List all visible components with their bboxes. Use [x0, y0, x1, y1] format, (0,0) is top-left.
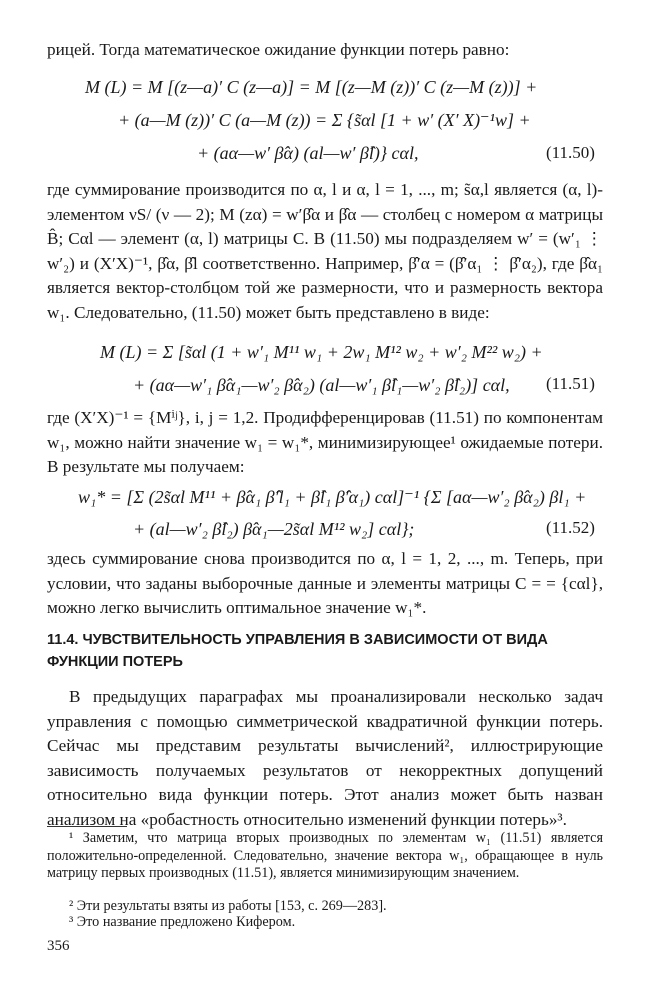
equation-11-50-line-3: + (aα—w′ β̂α) (al—w′ β̂l)} cαl,: [197, 143, 419, 163]
equation-11-52-line-1: w₁* = [Σ (2s̃αl M¹¹ + β̂α₁ β̂′l₁ + β̂l₁ β̂′α₁) cαl]⁻¹ {Σ [aα—w′₂ β̂α₂) βl₁ +: [78, 487, 587, 507]
equation-11-50-line-1: M (L) = M [(z—a)′ C (z—a)] = M [(z—M (z))′ C (z—M (z))] +: [85, 77, 538, 97]
equation-number-11-50: (11.50): [546, 143, 595, 162]
paragraph-section-intro: В предыдущих параграфах мы проанализировали несколько задач управления с помощью симметрической квадратичной функции потерь. Сейчас мы представим результаты вычислений², иллюстрирующие зависимость получаемых результатов от некорректных допущений относительно вида функции потерь. Этот анализ может быть назван анализом на «робастность относительно изменений функции потерь»³.: [47, 687, 603, 829]
section-heading-11-4: 11.4. ЧУВСТВИТЕЛЬНОСТЬ УПРАВЛЕНИЯ В ЗАВИСИМОСТИ ОТ ВИДА ФУНКЦИИ ПОТЕРЬ: [47, 632, 548, 670]
page-number: 356: [47, 938, 70, 954]
equation-11-50-line-2: + (a—M (z))′ C (a—M (z)) = Σ {s̃αl [1 + w′ (X′ X)⁻¹w] +: [118, 110, 531, 130]
paragraph-optimal-value: здесь суммирование снова производится по α, l = 1, 2, ..., m. Теперь, при условии, что заданы выборочные данные и элементы матрицы C = = {cαl}, можно легко вычислить оптимальное значение w₁*.: [47, 549, 603, 618]
equation-11-51-line-2: + (aα—w′₁ β̂α₁—w′₂ β̂α₂) (al—w′₁ β̂l₁—w′₂ β̂l₂)] cαl,: [133, 375, 510, 395]
paragraph-summation-notes: где суммирование производится по α, l и α, l = 1, ..., m; s̃α,l является (α, l)-элементом νS/ (ν — 2); M (zα) = w′β̂α и β̂α — столбец с номером α матрицы B̂; Cαl — элемент (α, l) матрицы C. В (11.50) мы подразделяем w′ = (w′₁ ⋮ w′₂) и (X′X)⁻¹, β̂α, β̂l соответственно. Например, β̂′α = (β̂′α₁ ⋮ β̂′α₂), где β̂α₁ является вектор-столбцом той же размерности, что и размерность вектора w₁. Следовательно, (11.50) может быть представлено в виде:: [47, 180, 603, 322]
equation-11-51-line-1: M (L) = Σ [s̃αl (1 + w′₁ M¹¹ w₁ + 2w₁ M¹² w₂ + w′₂ M²² w₂) +: [100, 342, 543, 362]
equation-number-11-51: (11.51): [546, 374, 595, 393]
footnote-separator: [47, 826, 127, 827]
equation-number-11-52: (11.52): [546, 518, 595, 537]
footnote-1: ¹ Заметим, что матрица вторых производных по элементам w₁ (11.51) является положительно-определенной. Следовательно, значение вектора w₁, обращающее в нуль матрицу первых производных (11.51), является минимизирующим значением.: [47, 830, 603, 882]
footnote-2: ² Эти результаты взяты из работы [153, с. 269—283].: [69, 898, 387, 914]
paragraph-differentiation: где (X′X)⁻¹ = {Mⁱʲ}, i, j = 1,2. Продифференцировав (11.51) по компонентам w₁, можно найти значение w₁ = w₁*, минимизирующее¹ ожидаемые потери. В результате мы получаем:: [47, 408, 603, 477]
paragraph-intro: рицей. Тогда математическое ожидание функции потерь равно:: [47, 40, 510, 59]
footnote-3: ³ Это название предложено Кифером.: [69, 914, 296, 930]
equation-11-52-line-2: + (al—w′₂ β̂l₂) β̂α₁—2s̃αl M¹² w₂] cαl};: [133, 519, 415, 539]
